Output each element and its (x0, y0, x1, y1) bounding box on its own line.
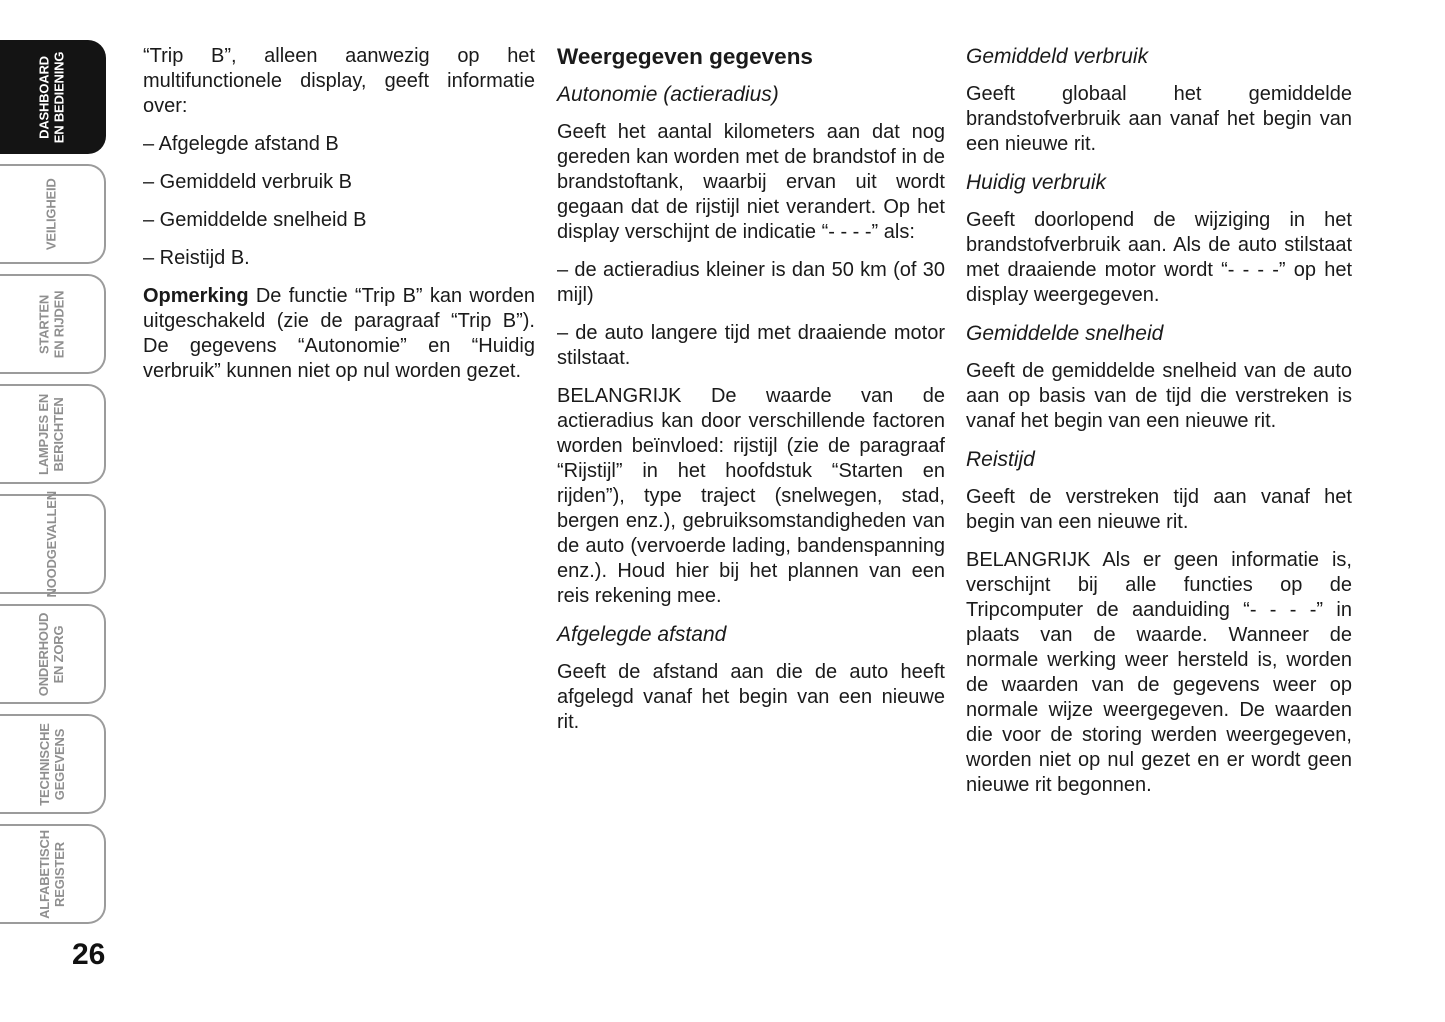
tab-label-line: EN BEDIENING (50, 51, 66, 143)
list-item: – de auto langere tijd met draaiende motor stilstaat. (557, 322, 945, 369)
sidebar-tab-technische-gegevens[interactable] (0, 714, 106, 814)
tab-label-line: NOODGEVALLEN (43, 490, 59, 598)
trip-b-list-item: – Afgelegde afstand B (143, 133, 339, 155)
tab-label-line: TECHNISCHE (36, 722, 52, 806)
subheading-autonomie: Autonomie (actieradius) (557, 83, 779, 106)
tab-label-line: EN ZORG (51, 625, 66, 683)
note-paragraph (143, 284, 535, 384)
tab-label-line: GEGEVENS (50, 728, 66, 800)
sidebar-tab-noodgevallen[interactable] (0, 490, 106, 598)
trip-b-list-item: – Gemiddelde snelheid B (143, 209, 367, 231)
tab-label-line: STARTEN (36, 294, 52, 354)
page-number: 26 (72, 938, 106, 971)
tab-label-line: LAMPJES EN (36, 393, 52, 475)
tab-label-line: REGISTER (51, 841, 66, 907)
trip-b-list-item: – Gemiddeld verbruik B (143, 171, 352, 193)
sidebar-tab-label (37, 723, 66, 806)
body-paragraph: Geeft de verstreken tijd aan vanaf het begin van een nieuwe rit. (966, 486, 1352, 533)
sidebar-tab-label (45, 491, 60, 597)
body-paragraph: Geeft de gemiddelde snelheid van de auto aan op basis van de tijd die verstreken is vanaf het begin van een nieuwe rit. (966, 360, 1352, 432)
list-item: – de actieradius kleiner is dan 50 km (of 30 mijl) (557, 259, 945, 306)
sidebar-tab-label (38, 612, 67, 695)
subheading-reistijd: Reistijd (966, 448, 1035, 471)
body-paragraph: Geeft doorlopend de wijziging in het brandstofverbruik aan. Als de auto stilstaat met draaiende motor wordt “- - - -” op het display weergegeven. (966, 209, 1352, 306)
note-lead: Opmerking (143, 285, 249, 307)
sidebar-tab-starten-en-rijden[interactable] (0, 274, 106, 374)
important-paragraph: BELANGRIJK Als er geen informatie is, verschijnt bij alle functies op de Tripcomputer de aanduiding “- - - -” in plaats van de waarde. Wanneer de normale werking weer hersteld is, worden de waarden van de gegevens weer op normale wijze weergegeven. De waarden die voor de storing werden weergegeven, worden niet op nul gezet en er wordt geen nieuwe rit begonnen. (966, 549, 1352, 796)
subheading-gemiddeld-verbruik: Gemiddeld verbruik (966, 45, 1149, 68)
body-paragraph: Geeft globaal het gemiddelde brandstofverbruik aan vanaf het begin van een nieuwe rit. (966, 83, 1352, 155)
trip-b-intro-paragraph: “Trip B”, alleen aanwezig op het multifunctionele display, geeft informatie over: (143, 45, 535, 117)
sidebar-tab-label (37, 393, 66, 474)
column-3 (966, 44, 1352, 811)
section-heading-weergegeven-gegevens: Weergegeven gegevens (557, 44, 813, 69)
column-2 (557, 44, 945, 748)
sidebar-tab-label (38, 830, 67, 919)
tab-label-line: VEILIGHEID (43, 178, 59, 250)
column-1 (143, 44, 535, 397)
tab-label-line: BERICHTEN (50, 396, 66, 472)
sidebar-tab-veiligheid[interactable] (0, 164, 106, 264)
body-paragraph: Geeft het aantal kilometers aan dat nog gereden kan worden met de brandstof in de brandstoftank, waarbij ervan uit wordt gegaan dat de rijstijl niet verandert. Op het display verschijnt de indicatie “- - - -” als: (557, 121, 945, 243)
sidebar-tab-label (38, 290, 67, 358)
tab-label-line: ALFABETISCH (36, 829, 52, 919)
body-paragraph: Geeft de afstand aan die de auto heeft afgelegd vanaf het begin van een nieuwe rit. (557, 661, 945, 733)
sidebar-tab-dashboard-en-bediening[interactable] (0, 40, 106, 154)
sidebar-tab-label (37, 51, 66, 143)
tab-label-line: ONDERHOUD (36, 612, 52, 696)
note-text: De functie “Trip B” kan worden uitgeschakeld (zie de paragraaf “Trip B”). De gegevens “Autonomie” en “Huidig verbruik” kunnen niet op nul worden gezet. (143, 285, 535, 382)
subheading-afgelegde-afstand: Afgelegde afstand (557, 623, 727, 646)
sidebar-tab-alfabetisch-register[interactable] (0, 824, 106, 924)
important-paragraph: BELANGRIJK De waarde van de actieradius kan door verschillende factoren worden beïnvloed: rijstijl (zie de paragraaf “Rijstijl” in het hoofdstuk “Starten en rijden”), type traject (snelwegen, stad, bergen enz.), gebruiksomstandigheden van de auto (vervoerde lading, bandenspanning enz.). Houd hier bij het plannen van een reis rekening mee. (557, 385, 945, 607)
trip-b-list-item: – Reistijd B. (143, 247, 250, 269)
sidebar-tab-onderhoud-en-zorg[interactable] (0, 604, 106, 704)
sidebar-tab-lampjes-en-berichten[interactable] (0, 384, 106, 484)
subheading-huidig-verbruik: Huidig verbruik (966, 171, 1107, 194)
tab-label-line: DASHBOARD (36, 55, 52, 139)
subheading-gemiddelde-snelheid: Gemiddelde snelheid (966, 322, 1164, 345)
sidebar-tab-label (45, 178, 60, 250)
tab-label-line: EN RIJDEN (51, 290, 66, 358)
